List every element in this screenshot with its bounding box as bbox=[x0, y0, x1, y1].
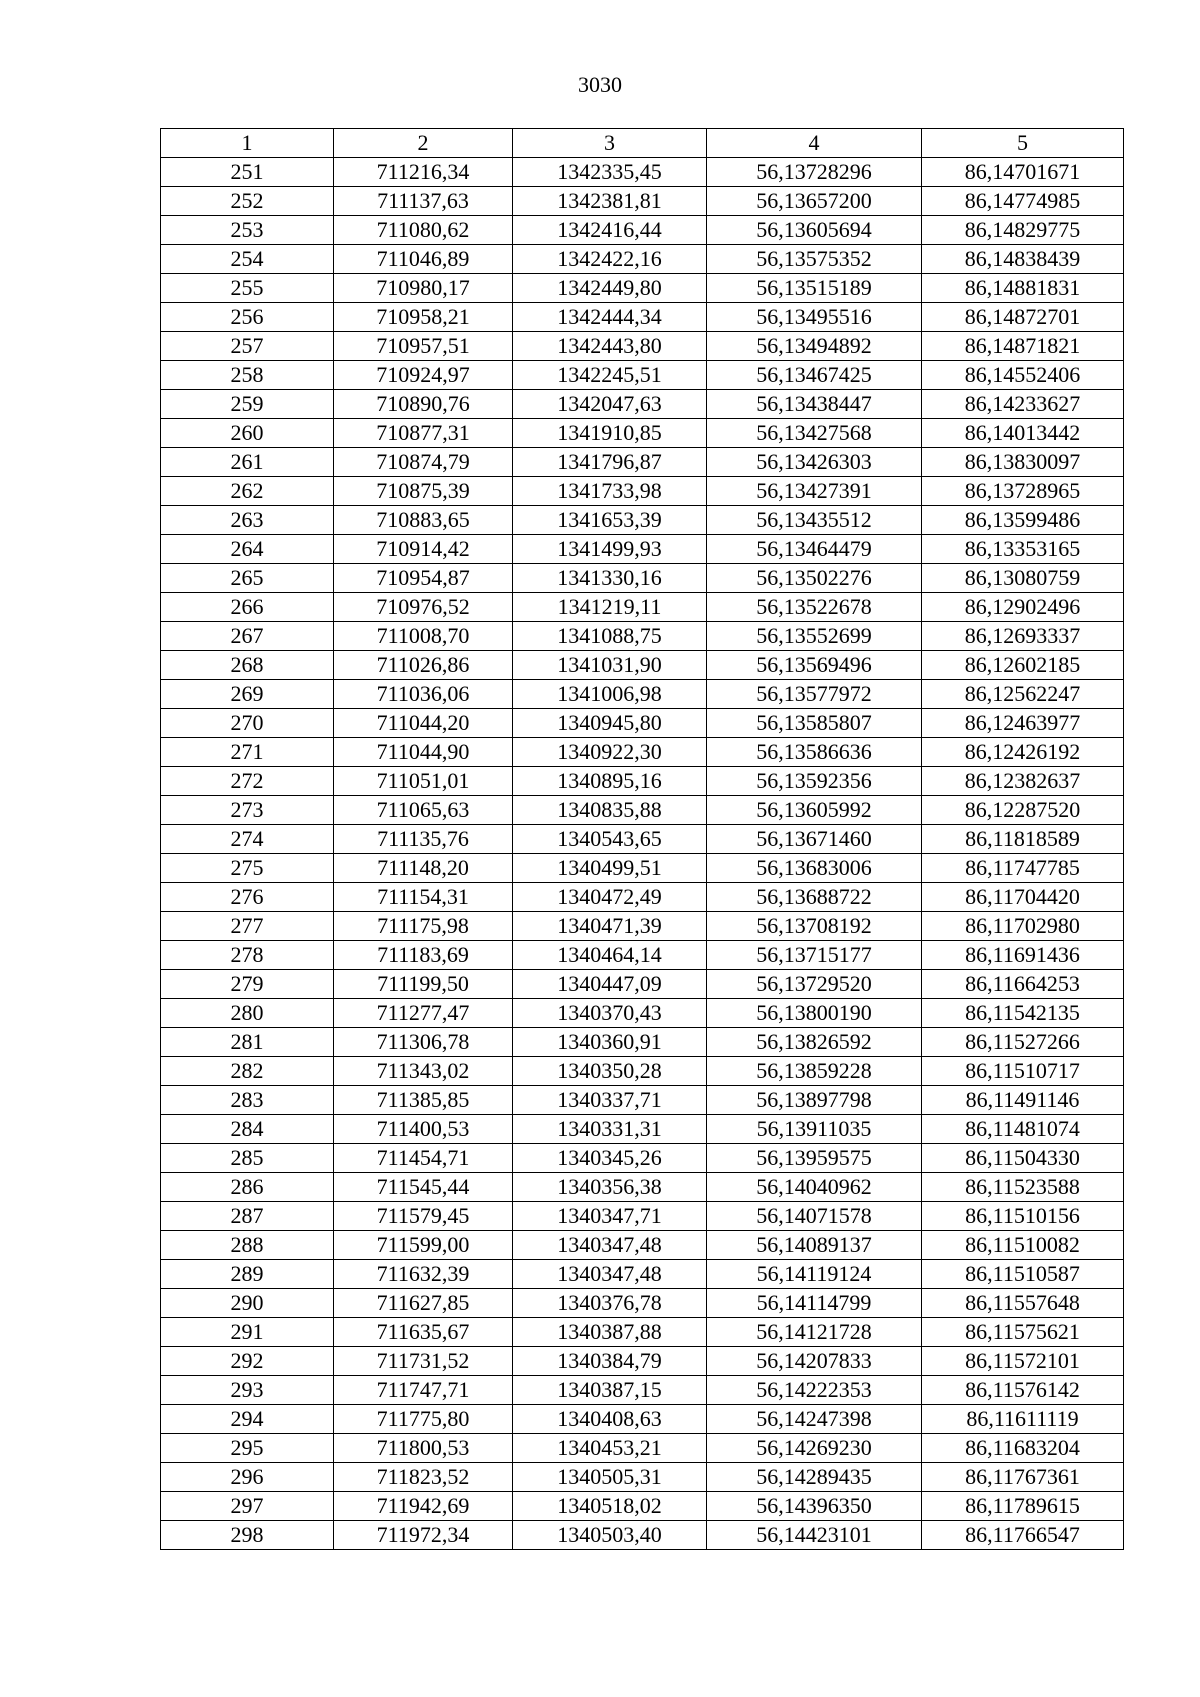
y-coordinate-cell: 1340376,78 bbox=[513, 1289, 707, 1318]
x-coordinate-cell: 711154,31 bbox=[334, 883, 513, 912]
x-coordinate-cell: 711137,63 bbox=[334, 187, 513, 216]
longitude-cell: 86,12463977 bbox=[922, 709, 1124, 738]
point-number-cell: 281 bbox=[161, 1028, 334, 1057]
point-number-cell: 253 bbox=[161, 216, 334, 245]
latitude-cell: 56,13826592 bbox=[707, 1028, 922, 1057]
longitude-cell: 86,11557648 bbox=[922, 1289, 1124, 1318]
x-coordinate-cell: 711065,63 bbox=[334, 796, 513, 825]
table-row bbox=[161, 1289, 1124, 1318]
y-coordinate-cell: 1340347,48 bbox=[513, 1260, 707, 1289]
point-number-cell: 257 bbox=[161, 332, 334, 361]
x-coordinate-cell: 710890,76 bbox=[334, 390, 513, 419]
longitude-cell: 86,12902496 bbox=[922, 593, 1124, 622]
x-coordinate-cell: 711747,71 bbox=[334, 1376, 513, 1405]
longitude-cell: 86,13599486 bbox=[922, 506, 1124, 535]
y-coordinate-cell: 1342381,81 bbox=[513, 187, 707, 216]
point-number-cell: 270 bbox=[161, 709, 334, 738]
longitude-cell: 86,11510717 bbox=[922, 1057, 1124, 1086]
table-row bbox=[161, 477, 1124, 506]
x-coordinate-cell: 710954,87 bbox=[334, 564, 513, 593]
point-number-cell: 287 bbox=[161, 1202, 334, 1231]
longitude-cell: 86,11704420 bbox=[922, 883, 1124, 912]
x-coordinate-cell: 711800,53 bbox=[334, 1434, 513, 1463]
point-number-cell: 272 bbox=[161, 767, 334, 796]
latitude-cell: 56,13897798 bbox=[707, 1086, 922, 1115]
point-number-cell: 294 bbox=[161, 1405, 334, 1434]
longitude-cell: 86,14871821 bbox=[922, 332, 1124, 361]
latitude-cell: 56,13585807 bbox=[707, 709, 922, 738]
longitude-cell: 86,12562247 bbox=[922, 680, 1124, 709]
longitude-cell: 86,14881831 bbox=[922, 274, 1124, 303]
point-number-cell: 288 bbox=[161, 1231, 334, 1260]
column-header-2: 2 bbox=[334, 129, 513, 158]
latitude-cell: 56,13708192 bbox=[707, 912, 922, 941]
y-coordinate-cell: 1340356,38 bbox=[513, 1173, 707, 1202]
y-coordinate-cell: 1340503,40 bbox=[513, 1521, 707, 1550]
point-number-cell: 277 bbox=[161, 912, 334, 941]
table-row bbox=[161, 883, 1124, 912]
latitude-cell: 56,13715177 bbox=[707, 941, 922, 970]
point-number-cell: 278 bbox=[161, 941, 334, 970]
longitude-cell: 86,14774985 bbox=[922, 187, 1124, 216]
point-number-cell: 279 bbox=[161, 970, 334, 999]
table-header-row bbox=[161, 129, 1124, 158]
x-coordinate-cell: 710976,52 bbox=[334, 593, 513, 622]
x-coordinate-cell: 711599,00 bbox=[334, 1231, 513, 1260]
latitude-cell: 56,13859228 bbox=[707, 1057, 922, 1086]
y-coordinate-cell: 1340945,80 bbox=[513, 709, 707, 738]
table-row bbox=[161, 390, 1124, 419]
table-row bbox=[161, 1492, 1124, 1521]
point-number-cell: 276 bbox=[161, 883, 334, 912]
table-row bbox=[161, 361, 1124, 390]
longitude-cell: 86,11747785 bbox=[922, 854, 1124, 883]
table-row bbox=[161, 274, 1124, 303]
y-coordinate-cell: 1341653,39 bbox=[513, 506, 707, 535]
point-number-cell: 274 bbox=[161, 825, 334, 854]
y-coordinate-cell: 1340895,16 bbox=[513, 767, 707, 796]
x-coordinate-cell: 710924,97 bbox=[334, 361, 513, 390]
longitude-cell: 86,11611119 bbox=[922, 1405, 1124, 1434]
x-coordinate-cell: 711775,80 bbox=[334, 1405, 513, 1434]
y-coordinate-cell: 1341006,98 bbox=[513, 680, 707, 709]
x-coordinate-cell: 711731,52 bbox=[334, 1347, 513, 1376]
table-row bbox=[161, 738, 1124, 767]
point-number-cell: 265 bbox=[161, 564, 334, 593]
point-number-cell: 259 bbox=[161, 390, 334, 419]
longitude-cell: 86,11504330 bbox=[922, 1144, 1124, 1173]
point-number-cell: 263 bbox=[161, 506, 334, 535]
x-coordinate-cell: 711044,90 bbox=[334, 738, 513, 767]
x-coordinate-cell: 711627,85 bbox=[334, 1289, 513, 1318]
latitude-cell: 56,14222353 bbox=[707, 1376, 922, 1405]
longitude-cell: 86,14233627 bbox=[922, 390, 1124, 419]
table-row bbox=[161, 1115, 1124, 1144]
x-coordinate-cell: 711183,69 bbox=[334, 941, 513, 970]
table-row bbox=[161, 1173, 1124, 1202]
longitude-cell: 86,11491146 bbox=[922, 1086, 1124, 1115]
latitude-cell: 56,13569496 bbox=[707, 651, 922, 680]
longitude-cell: 86,11527266 bbox=[922, 1028, 1124, 1057]
y-coordinate-cell: 1342443,80 bbox=[513, 332, 707, 361]
point-number-cell: 293 bbox=[161, 1376, 334, 1405]
latitude-cell: 56,13729520 bbox=[707, 970, 922, 999]
table-row bbox=[161, 1231, 1124, 1260]
longitude-cell: 86,11510082 bbox=[922, 1231, 1124, 1260]
point-number-cell: 256 bbox=[161, 303, 334, 332]
longitude-cell: 86,14838439 bbox=[922, 245, 1124, 274]
y-coordinate-cell: 1342245,51 bbox=[513, 361, 707, 390]
x-coordinate-cell: 710980,17 bbox=[334, 274, 513, 303]
table-row bbox=[161, 419, 1124, 448]
y-coordinate-cell: 1341910,85 bbox=[513, 419, 707, 448]
column-header-3: 3 bbox=[513, 129, 707, 158]
y-coordinate-cell: 1341330,16 bbox=[513, 564, 707, 593]
latitude-cell: 56,13671460 bbox=[707, 825, 922, 854]
longitude-cell: 86,11572101 bbox=[922, 1347, 1124, 1376]
y-coordinate-cell: 1340408,63 bbox=[513, 1405, 707, 1434]
longitude-cell: 86,14701671 bbox=[922, 158, 1124, 187]
longitude-cell: 86,11510156 bbox=[922, 1202, 1124, 1231]
longitude-cell: 86,12382637 bbox=[922, 767, 1124, 796]
y-coordinate-cell: 1341031,90 bbox=[513, 651, 707, 680]
longitude-cell: 86,12426192 bbox=[922, 738, 1124, 767]
latitude-cell: 56,13464479 bbox=[707, 535, 922, 564]
point-number-cell: 280 bbox=[161, 999, 334, 1028]
y-coordinate-cell: 1342444,34 bbox=[513, 303, 707, 332]
y-coordinate-cell: 1342047,63 bbox=[513, 390, 707, 419]
latitude-cell: 56,13592356 bbox=[707, 767, 922, 796]
x-coordinate-cell: 710874,79 bbox=[334, 448, 513, 477]
y-coordinate-cell: 1340922,30 bbox=[513, 738, 707, 767]
x-coordinate-cell: 711454,71 bbox=[334, 1144, 513, 1173]
y-coordinate-cell: 1340347,71 bbox=[513, 1202, 707, 1231]
point-number-cell: 255 bbox=[161, 274, 334, 303]
point-number-cell: 286 bbox=[161, 1173, 334, 1202]
x-coordinate-cell: 711135,76 bbox=[334, 825, 513, 854]
y-coordinate-cell: 1341733,98 bbox=[513, 477, 707, 506]
latitude-cell: 56,13427391 bbox=[707, 477, 922, 506]
longitude-cell: 86,11789615 bbox=[922, 1492, 1124, 1521]
longitude-cell: 86,11818589 bbox=[922, 825, 1124, 854]
y-coordinate-cell: 1340347,48 bbox=[513, 1231, 707, 1260]
point-number-cell: 284 bbox=[161, 1115, 334, 1144]
x-coordinate-cell: 711400,53 bbox=[334, 1115, 513, 1144]
table-row bbox=[161, 1405, 1124, 1434]
latitude-cell: 56,13467425 bbox=[707, 361, 922, 390]
x-coordinate-cell: 711026,86 bbox=[334, 651, 513, 680]
latitude-cell: 56,14119124 bbox=[707, 1260, 922, 1289]
x-coordinate-cell: 711942,69 bbox=[334, 1492, 513, 1521]
longitude-cell: 86,13353165 bbox=[922, 535, 1124, 564]
x-coordinate-cell: 711216,34 bbox=[334, 158, 513, 187]
x-coordinate-cell: 711046,89 bbox=[334, 245, 513, 274]
table-row bbox=[161, 187, 1124, 216]
latitude-cell: 56,14040962 bbox=[707, 1173, 922, 1202]
table-row bbox=[161, 941, 1124, 970]
point-number-cell: 282 bbox=[161, 1057, 334, 1086]
latitude-cell: 56,13586636 bbox=[707, 738, 922, 767]
longitude-cell: 86,11510587 bbox=[922, 1260, 1124, 1289]
point-number-cell: 251 bbox=[161, 158, 334, 187]
table-row bbox=[161, 854, 1124, 883]
table-row bbox=[161, 825, 1124, 854]
longitude-cell: 86,11576142 bbox=[922, 1376, 1124, 1405]
point-number-cell: 264 bbox=[161, 535, 334, 564]
y-coordinate-cell: 1340518,02 bbox=[513, 1492, 707, 1521]
table-row bbox=[161, 622, 1124, 651]
x-coordinate-cell: 711036,06 bbox=[334, 680, 513, 709]
y-coordinate-cell: 1341088,75 bbox=[513, 622, 707, 651]
table-row bbox=[161, 158, 1124, 187]
point-number-cell: 269 bbox=[161, 680, 334, 709]
point-number-cell: 252 bbox=[161, 187, 334, 216]
table-row bbox=[161, 1376, 1124, 1405]
point-number-cell: 275 bbox=[161, 854, 334, 883]
y-coordinate-cell: 1342416,44 bbox=[513, 216, 707, 245]
point-number-cell: 254 bbox=[161, 245, 334, 274]
point-number-cell: 260 bbox=[161, 419, 334, 448]
table-row bbox=[161, 303, 1124, 332]
y-coordinate-cell: 1340331,31 bbox=[513, 1115, 707, 1144]
table-row bbox=[161, 1086, 1124, 1115]
table-row bbox=[161, 1202, 1124, 1231]
x-coordinate-cell: 711579,45 bbox=[334, 1202, 513, 1231]
longitude-cell: 86,14013442 bbox=[922, 419, 1124, 448]
x-coordinate-cell: 710875,39 bbox=[334, 477, 513, 506]
latitude-cell: 56,13515189 bbox=[707, 274, 922, 303]
x-coordinate-cell: 711199,50 bbox=[334, 970, 513, 999]
table-row bbox=[161, 448, 1124, 477]
y-coordinate-cell: 1340387,88 bbox=[513, 1318, 707, 1347]
y-coordinate-cell: 1340370,43 bbox=[513, 999, 707, 1028]
longitude-cell: 86,11542135 bbox=[922, 999, 1124, 1028]
table-row bbox=[161, 506, 1124, 535]
latitude-cell: 56,13502276 bbox=[707, 564, 922, 593]
column-header-5: 5 bbox=[922, 129, 1124, 158]
x-coordinate-cell: 711008,70 bbox=[334, 622, 513, 651]
y-coordinate-cell: 1340384,79 bbox=[513, 1347, 707, 1376]
x-coordinate-cell: 711385,85 bbox=[334, 1086, 513, 1115]
table-row bbox=[161, 1318, 1124, 1347]
table-row bbox=[161, 1521, 1124, 1550]
y-coordinate-cell: 1340350,28 bbox=[513, 1057, 707, 1086]
table-row bbox=[161, 767, 1124, 796]
x-coordinate-cell: 711972,34 bbox=[334, 1521, 513, 1550]
longitude-cell: 86,13830097 bbox=[922, 448, 1124, 477]
table-body bbox=[161, 158, 1124, 1550]
latitude-cell: 56,13605992 bbox=[707, 796, 922, 825]
latitude-cell: 56,13959575 bbox=[707, 1144, 922, 1173]
coordinates-table bbox=[160, 128, 1124, 1550]
y-coordinate-cell: 1342335,45 bbox=[513, 158, 707, 187]
x-coordinate-cell: 710883,65 bbox=[334, 506, 513, 535]
point-number-cell: 273 bbox=[161, 796, 334, 825]
longitude-cell: 86,12602185 bbox=[922, 651, 1124, 680]
y-coordinate-cell: 1340472,49 bbox=[513, 883, 707, 912]
point-number-cell: 292 bbox=[161, 1347, 334, 1376]
latitude-cell: 56,13438447 bbox=[707, 390, 922, 419]
longitude-cell: 86,11575621 bbox=[922, 1318, 1124, 1347]
point-number-cell: 271 bbox=[161, 738, 334, 767]
longitude-cell: 86,13728965 bbox=[922, 477, 1124, 506]
table-row bbox=[161, 245, 1124, 274]
point-number-cell: 285 bbox=[161, 1144, 334, 1173]
y-coordinate-cell: 1340471,39 bbox=[513, 912, 707, 941]
latitude-cell: 56,13688722 bbox=[707, 883, 922, 912]
latitude-cell: 56,13552699 bbox=[707, 622, 922, 651]
latitude-cell: 56,13494892 bbox=[707, 332, 922, 361]
point-number-cell: 266 bbox=[161, 593, 334, 622]
table-row bbox=[161, 535, 1124, 564]
y-coordinate-cell: 1341219,11 bbox=[513, 593, 707, 622]
table-row bbox=[161, 564, 1124, 593]
table-row bbox=[161, 1347, 1124, 1376]
longitude-cell: 86,11683204 bbox=[922, 1434, 1124, 1463]
y-coordinate-cell: 1340499,51 bbox=[513, 854, 707, 883]
point-number-cell: 297 bbox=[161, 1492, 334, 1521]
point-number-cell: 268 bbox=[161, 651, 334, 680]
latitude-cell: 56,13522678 bbox=[707, 593, 922, 622]
x-coordinate-cell: 711632,39 bbox=[334, 1260, 513, 1289]
table-row bbox=[161, 216, 1124, 245]
latitude-cell: 56,13605694 bbox=[707, 216, 922, 245]
table-row bbox=[161, 1144, 1124, 1173]
latitude-cell: 56,14269230 bbox=[707, 1434, 922, 1463]
y-coordinate-cell: 1341499,93 bbox=[513, 535, 707, 564]
point-number-cell: 289 bbox=[161, 1260, 334, 1289]
longitude-cell: 86,13080759 bbox=[922, 564, 1124, 593]
latitude-cell: 56,14247398 bbox=[707, 1405, 922, 1434]
y-coordinate-cell: 1340337,71 bbox=[513, 1086, 707, 1115]
x-coordinate-cell: 711148,20 bbox=[334, 854, 513, 883]
longitude-cell: 86,12693337 bbox=[922, 622, 1124, 651]
longitude-cell: 86,11523588 bbox=[922, 1173, 1124, 1202]
latitude-cell: 56,13577972 bbox=[707, 680, 922, 709]
x-coordinate-cell: 710958,21 bbox=[334, 303, 513, 332]
latitude-cell: 56,13426303 bbox=[707, 448, 922, 477]
y-coordinate-cell: 1340464,14 bbox=[513, 941, 707, 970]
y-coordinate-cell: 1340387,15 bbox=[513, 1376, 707, 1405]
latitude-cell: 56,13495516 bbox=[707, 303, 922, 332]
y-coordinate-cell: 1340360,91 bbox=[513, 1028, 707, 1057]
latitude-cell: 56,14396350 bbox=[707, 1492, 922, 1521]
column-header-4: 4 bbox=[707, 129, 922, 158]
x-coordinate-cell: 711175,98 bbox=[334, 912, 513, 941]
y-coordinate-cell: 1340447,09 bbox=[513, 970, 707, 999]
longitude-cell: 86,11691436 bbox=[922, 941, 1124, 970]
longitude-cell: 86,11766547 bbox=[922, 1521, 1124, 1550]
latitude-cell: 56,13575352 bbox=[707, 245, 922, 274]
x-coordinate-cell: 711306,78 bbox=[334, 1028, 513, 1057]
x-coordinate-cell: 711343,02 bbox=[334, 1057, 513, 1086]
point-number-cell: 258 bbox=[161, 361, 334, 390]
table-row bbox=[161, 332, 1124, 361]
table-row bbox=[161, 999, 1124, 1028]
latitude-cell: 56,13435512 bbox=[707, 506, 922, 535]
longitude-cell: 86,12287520 bbox=[922, 796, 1124, 825]
y-coordinate-cell: 1340543,65 bbox=[513, 825, 707, 854]
x-coordinate-cell: 711823,52 bbox=[334, 1463, 513, 1492]
table-row bbox=[161, 709, 1124, 738]
latitude-cell: 56,14071578 bbox=[707, 1202, 922, 1231]
table-row bbox=[161, 1057, 1124, 1086]
point-number-cell: 298 bbox=[161, 1521, 334, 1550]
point-number-cell: 267 bbox=[161, 622, 334, 651]
latitude-cell: 56,14121728 bbox=[707, 1318, 922, 1347]
x-coordinate-cell: 710914,42 bbox=[334, 535, 513, 564]
longitude-cell: 86,14829775 bbox=[922, 216, 1124, 245]
x-coordinate-cell: 711051,01 bbox=[334, 767, 513, 796]
x-coordinate-cell: 711080,62 bbox=[334, 216, 513, 245]
column-header-1: 1 bbox=[161, 129, 334, 158]
point-number-cell: 261 bbox=[161, 448, 334, 477]
x-coordinate-cell: 711545,44 bbox=[334, 1173, 513, 1202]
table-row bbox=[161, 1260, 1124, 1289]
x-coordinate-cell: 711635,67 bbox=[334, 1318, 513, 1347]
table-row bbox=[161, 651, 1124, 680]
y-coordinate-cell: 1340505,31 bbox=[513, 1463, 707, 1492]
longitude-cell: 86,11664253 bbox=[922, 970, 1124, 999]
y-coordinate-cell: 1340453,21 bbox=[513, 1434, 707, 1463]
point-number-cell: 295 bbox=[161, 1434, 334, 1463]
latitude-cell: 56,14207833 bbox=[707, 1347, 922, 1376]
latitude-cell: 56,14289435 bbox=[707, 1463, 922, 1492]
point-number-cell: 262 bbox=[161, 477, 334, 506]
point-number-cell: 283 bbox=[161, 1086, 334, 1115]
longitude-cell: 86,14552406 bbox=[922, 361, 1124, 390]
latitude-cell: 56,13657200 bbox=[707, 187, 922, 216]
table-row bbox=[161, 680, 1124, 709]
table-row bbox=[161, 593, 1124, 622]
y-coordinate-cell: 1342422,16 bbox=[513, 245, 707, 274]
latitude-cell: 56,14114799 bbox=[707, 1289, 922, 1318]
x-coordinate-cell: 710957,51 bbox=[334, 332, 513, 361]
latitude-cell: 56,13728296 bbox=[707, 158, 922, 187]
point-number-cell: 290 bbox=[161, 1289, 334, 1318]
longitude-cell: 86,11481074 bbox=[922, 1115, 1124, 1144]
y-coordinate-cell: 1340835,88 bbox=[513, 796, 707, 825]
latitude-cell: 56,13427568 bbox=[707, 419, 922, 448]
latitude-cell: 56,14423101 bbox=[707, 1521, 922, 1550]
page-number: 3030 bbox=[578, 72, 622, 97]
latitude-cell: 56,14089137 bbox=[707, 1231, 922, 1260]
latitude-cell: 56,13911035 bbox=[707, 1115, 922, 1144]
table-row bbox=[161, 796, 1124, 825]
y-coordinate-cell: 1341796,87 bbox=[513, 448, 707, 477]
table-row bbox=[161, 912, 1124, 941]
longitude-cell: 86,14872701 bbox=[922, 303, 1124, 332]
point-number-cell: 291 bbox=[161, 1318, 334, 1347]
table-row bbox=[161, 970, 1124, 999]
point-number-cell: 296 bbox=[161, 1463, 334, 1492]
longitude-cell: 86,11767361 bbox=[922, 1463, 1124, 1492]
table-row bbox=[161, 1434, 1124, 1463]
x-coordinate-cell: 710877,31 bbox=[334, 419, 513, 448]
y-coordinate-cell: 1342449,80 bbox=[513, 274, 707, 303]
table-row bbox=[161, 1463, 1124, 1492]
x-coordinate-cell: 711044,20 bbox=[334, 709, 513, 738]
y-coordinate-cell: 1340345,26 bbox=[513, 1144, 707, 1173]
x-coordinate-cell: 711277,47 bbox=[334, 999, 513, 1028]
longitude-cell: 86,11702980 bbox=[922, 912, 1124, 941]
latitude-cell: 56,13683006 bbox=[707, 854, 922, 883]
table-row bbox=[161, 1028, 1124, 1057]
latitude-cell: 56,13800190 bbox=[707, 999, 922, 1028]
